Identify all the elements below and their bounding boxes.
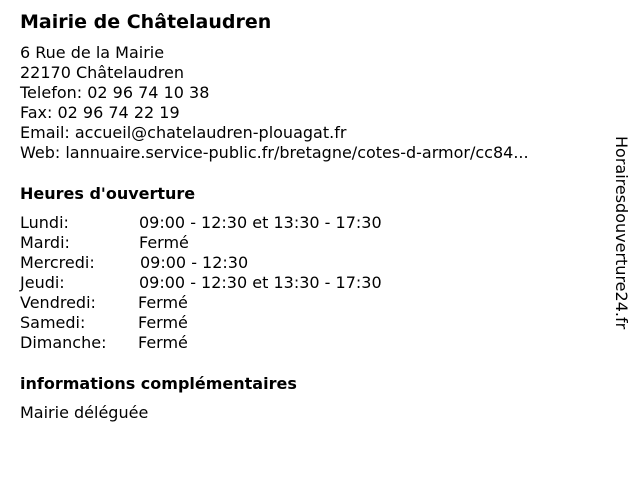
hours-value: Fermé	[138, 293, 188, 312]
fax-number: Fax: 02 96 74 22 19	[20, 103, 180, 122]
day-label: Lundi:	[20, 213, 69, 232]
hours-value: 09:00 - 12:30 et 13:30 - 17:30	[139, 213, 382, 232]
phone-number[interactable]: Telefon: 02 96 74 10 38	[20, 83, 210, 102]
hours-row-friday	[20, 293, 580, 313]
page-title: Mairie de Châtelaudren	[20, 11, 272, 33]
site-watermark: Horairesdouverture24.fr	[612, 136, 631, 330]
hours-value: 09:00 - 12:30 et 13:30 - 17:30	[139, 273, 382, 292]
opening-hours-table	[20, 213, 580, 353]
city-postal-code: 22170 Châtelaudren	[20, 63, 184, 82]
hours-row-saturday	[20, 313, 580, 333]
hours-row-tuesday	[20, 233, 580, 253]
day-label: Vendredi:	[20, 293, 96, 312]
hours-row-sunday	[20, 333, 580, 353]
hours-value: Fermé	[138, 313, 188, 332]
day-label: Mercredi:	[20, 253, 95, 272]
day-label: Dimanche:	[20, 333, 107, 352]
website-link[interactable]: Web: lannuaire.service-public.fr/bretagne/cotes-d-armor/cc84...	[20, 143, 529, 162]
additional-info-text: Mairie déléguée	[20, 403, 149, 422]
hours-value: Fermé	[138, 333, 188, 352]
hours-row-thursday	[20, 273, 580, 293]
day-label: Jeudi:	[20, 273, 65, 292]
address-block	[20, 43, 529, 163]
hours-value: Fermé	[139, 233, 189, 252]
hours-row-wednesday	[20, 253, 580, 273]
day-label: Samedi:	[20, 313, 86, 332]
additional-info-heading: informations complémentaires	[20, 374, 297, 393]
opening-hours-heading: Heures d'ouverture	[20, 184, 196, 203]
day-label: Mardi:	[20, 233, 70, 252]
hours-row-monday	[20, 213, 580, 233]
email-link[interactable]: Email: accueil@chatelaudren-plouagat.fr	[20, 123, 347, 142]
street-address: 6 Rue de la Mairie	[20, 43, 165, 62]
hours-value: 09:00 - 12:30	[140, 253, 249, 272]
